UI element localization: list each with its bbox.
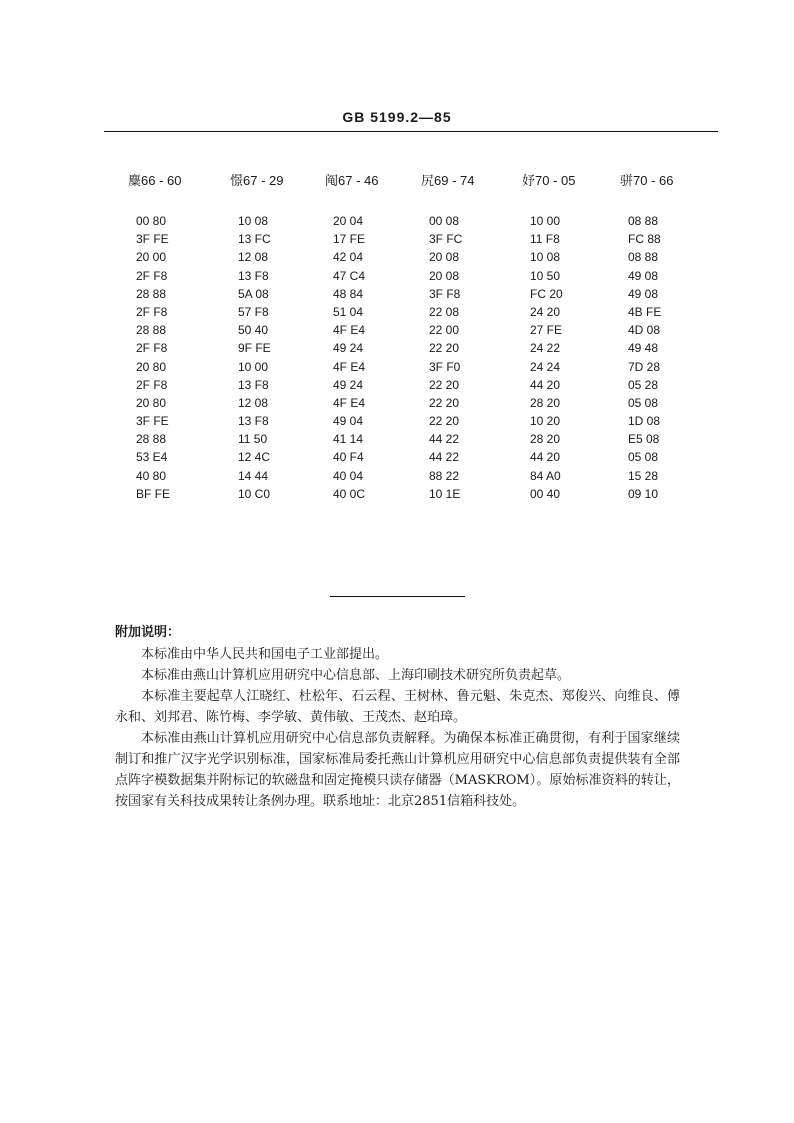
- hex-row: 4D 08: [628, 323, 661, 338]
- hex-row: 10 1E: [429, 486, 461, 501]
- hex-row: 49 24: [333, 341, 364, 356]
- hex-row: FC 88: [628, 232, 661, 247]
- hex-row: 24 22: [530, 341, 561, 356]
- hex-row: 10 00: [238, 359, 269, 374]
- hex-row: 50 40: [238, 323, 269, 338]
- hex-row: 10 08: [238, 214, 269, 228]
- column-heading: 尻69 - 74: [421, 173, 475, 188]
- column-rows: [333, 212, 365, 503]
- hex-row: 08 88: [628, 250, 659, 265]
- column-heading: 妤70 - 05: [522, 173, 576, 188]
- hex-row: 08 88: [628, 214, 659, 228]
- hex-row: 3F FE: [136, 414, 169, 429]
- hex-row: 13 FC: [238, 232, 271, 247]
- hex-row: 41 14: [333, 432, 364, 447]
- hex-row: 88 22: [429, 468, 460, 483]
- hex-row: 53 E4: [136, 450, 168, 465]
- hex-row: 22 20: [429, 341, 460, 356]
- column-heading: 憬67 - 29: [230, 173, 284, 188]
- column-heading: 阄67 - 46: [325, 173, 379, 188]
- hex-row: 10 50: [530, 268, 561, 283]
- hex-row: 24 24: [530, 359, 561, 374]
- hex-row: 40 80: [136, 468, 167, 483]
- hex-row: 49 08: [628, 286, 659, 301]
- hex-row: 10 00: [530, 214, 561, 228]
- note-paragraph: 本标准由中华人民共和国电子工业部提出。: [141, 647, 389, 662]
- hex-row: 28 20: [530, 432, 561, 447]
- hex-row: 12 4C: [238, 450, 271, 465]
- hex-row: 44 20: [530, 450, 561, 465]
- note-paragraph: 本标准主要起草人江晓红、杜松年、石云程、王树林、鲁元魁、朱克杰、郑俊兴、向维良、傅永和、刘邦君、陈竹梅、李学敏、黄伟敏、王茂杰、赵珀璋。: [115, 689, 680, 725]
- hex-row: 12 08: [238, 395, 269, 410]
- hex-row: 84 A0: [530, 468, 561, 483]
- hex-row: 1D 08: [628, 414, 661, 429]
- hex-row: 47 C4: [333, 268, 366, 283]
- hex-row: 22 20: [429, 377, 460, 392]
- hex-row: 17 FE: [333, 232, 366, 247]
- hex-row: 49 48: [628, 341, 659, 356]
- hex-row: 48 84: [333, 286, 364, 301]
- hex-row: 3F F8: [429, 286, 461, 301]
- section-divider: [330, 596, 465, 597]
- hex-row: 51 04: [333, 304, 364, 319]
- hex-row: 22 00: [429, 323, 460, 338]
- hex-row: 40 F4: [333, 450, 364, 465]
- standard-number-header: GB 5199.2—85: [342, 109, 452, 125]
- hex-row: 10 C0: [238, 486, 271, 501]
- hex-row: 11 50: [238, 432, 268, 447]
- hex-row: 20 80: [136, 395, 167, 410]
- hex-row: 20 00: [136, 250, 167, 265]
- hex-row: 11 F8: [530, 232, 560, 247]
- hex-row: 4B FE: [628, 304, 662, 319]
- hex-row: 22 20: [429, 414, 460, 429]
- hex-row: 13 F8: [238, 377, 269, 392]
- column-rows: [530, 212, 563, 503]
- hex-row: 20 08: [429, 250, 460, 265]
- hex-row: 2F F8: [136, 341, 168, 356]
- hex-row: 4F E4: [333, 359, 366, 374]
- hex-row: 28 88: [136, 286, 167, 301]
- note-paragraph: 本标准由燕山计算机应用研究中心信息部、上海印刷技术研究所负责起草。: [141, 668, 571, 683]
- hex-row: 15 28: [628, 468, 659, 483]
- note-paragraph: 本标准由燕山计算机应用研究中心信息部负责解释。为确保本标准正确贯彻，有利于国家继续制订和推广汉字光学识别标准，国家标准局委托燕山计算机应用研究中心信息部负责提供装有全部点阵字模数据集并附标记的软磁盘和固定掩模只读存储器（MASKROM）。原始标准资料的转让，按国家有关科技成果转让条例办理。联系地址：北京2851信箱科技处。: [115, 731, 680, 809]
- hex-row: 42 04: [333, 250, 364, 265]
- hex-row: 2F F8: [136, 268, 168, 283]
- hex-row: 2F F8: [136, 377, 168, 392]
- hex-row: 13 F8: [238, 268, 269, 283]
- hex-row: 20 04: [333, 214, 364, 228]
- hex-row: FC 20: [530, 286, 563, 301]
- hex-row: 10 08: [530, 250, 561, 265]
- hex-row: 44 20: [530, 377, 561, 392]
- hex-row: 14 44: [238, 468, 269, 483]
- hex-row: 05 28: [628, 377, 659, 392]
- hex-row: 22 08: [429, 304, 460, 319]
- hex-row: 27 FE: [530, 323, 563, 338]
- hex-row: 7D 28: [628, 359, 661, 374]
- hex-row: BF FE: [136, 486, 171, 501]
- hex-row: 20 08: [429, 268, 460, 283]
- column-heading: 骈70 - 66: [620, 173, 674, 188]
- additional-notes: [115, 622, 680, 812]
- hex-row: 44 22: [429, 450, 460, 465]
- hex-row: 28 88: [136, 432, 167, 447]
- hex-row: 10 20: [530, 414, 561, 429]
- hex-row: 4F E4: [333, 395, 366, 410]
- hex-row: 2F F8: [136, 304, 168, 319]
- hex-row: 13 F8: [238, 414, 269, 429]
- hex-row: 49 08: [628, 268, 659, 283]
- hex-row: 24 20: [530, 304, 561, 319]
- hex-row: 40 04: [333, 468, 364, 483]
- hex-row: 44 22: [429, 432, 460, 447]
- hex-row: 09 10: [628, 486, 659, 501]
- header-rule: [104, 131, 718, 132]
- hex-row: 00 08: [429, 214, 460, 228]
- column-rows: [628, 212, 661, 503]
- hex-row: 49 04: [333, 414, 364, 429]
- hex-row: E5 08: [628, 432, 660, 447]
- hex-row: 5A 08: [238, 286, 269, 301]
- hex-row: 28 88: [136, 323, 167, 338]
- hex-row: 28 20: [530, 395, 561, 410]
- notes-title: 附加说明：: [115, 625, 181, 640]
- hex-row: 3F F0: [429, 359, 461, 374]
- hex-row: 3F FE: [136, 232, 169, 247]
- hex-row: 05 08: [628, 395, 659, 410]
- hex-row: 57 F8: [238, 304, 269, 319]
- column-heading: 麋66 - 60: [128, 173, 182, 188]
- hex-row: 9F FE: [238, 341, 271, 356]
- hex-row: 40 0C: [333, 486, 366, 501]
- hex-row: 00 40: [530, 486, 561, 501]
- hex-row: 05 08: [628, 450, 659, 465]
- column-rows: [238, 212, 271, 503]
- column-rows: [136, 212, 170, 503]
- hex-row: 12 08: [238, 250, 269, 265]
- column-rows: [429, 212, 462, 503]
- hex-row: 3F FC: [429, 232, 463, 247]
- hex-row: 20 80: [136, 359, 167, 374]
- hex-row: 49 24: [333, 377, 364, 392]
- hex-row: 4F E4: [333, 323, 366, 338]
- hex-row: 22 20: [429, 395, 460, 410]
- hex-row: 00 80: [136, 214, 167, 228]
